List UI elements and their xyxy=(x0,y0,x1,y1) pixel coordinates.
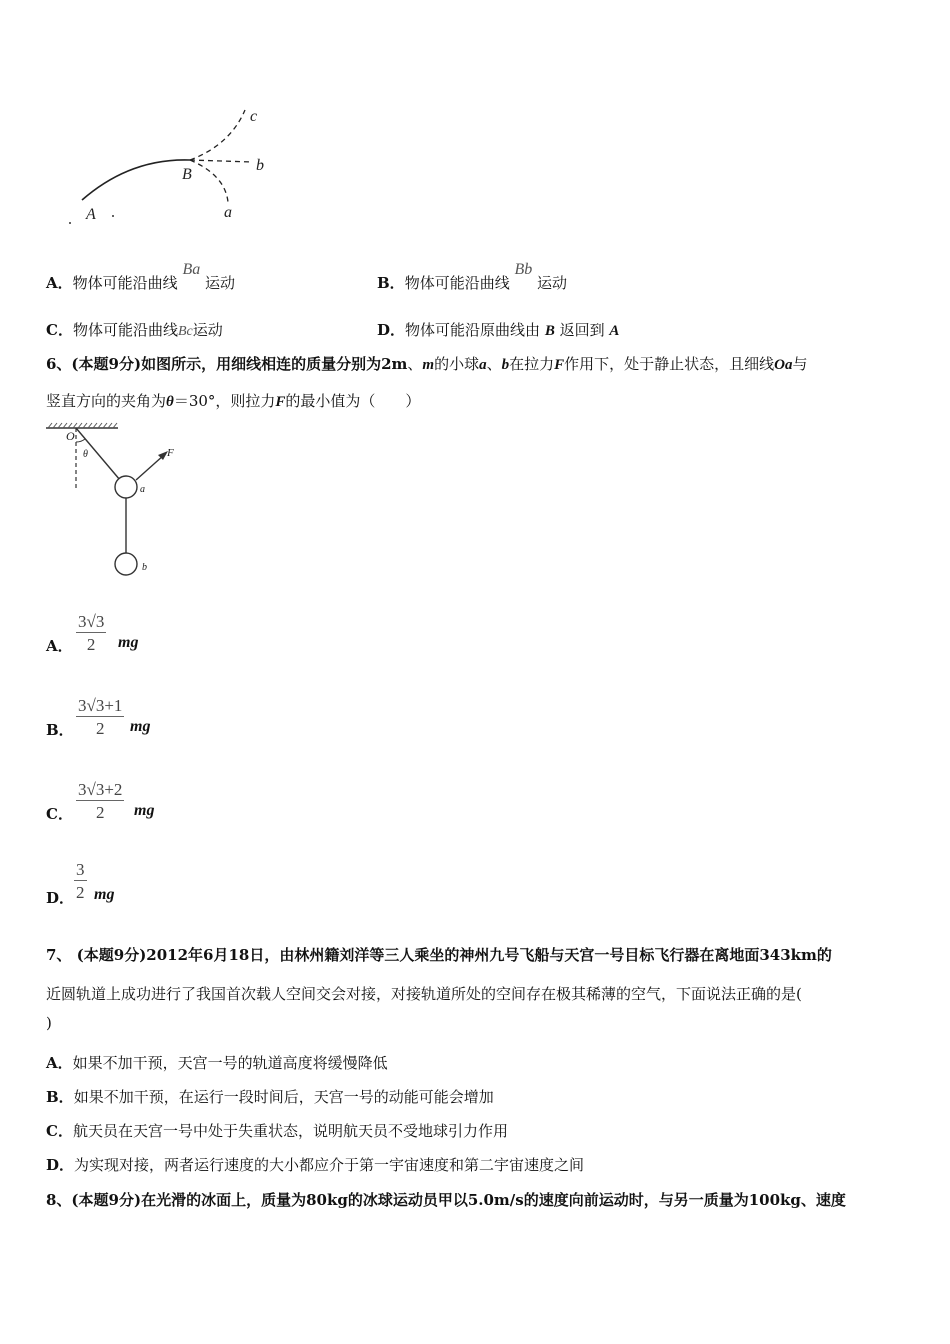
q7-option-b: B．如果不加干预，在运行一段时间后，天宫一号的动能可能会增加 xyxy=(46,1088,494,1106)
svg-text:a: a xyxy=(140,484,145,495)
force-arrow xyxy=(136,455,164,480)
q6-stem-line2: 竖直方向的夹角为θ＝30°，则拉力F的最小值为（ ） xyxy=(46,392,421,410)
q6-option-a: A． $\frac{3√3}{2}$ mg xyxy=(46,612,139,655)
q6-option-b: B． $\frac{3√3+1}{2}$ mg xyxy=(46,696,151,739)
q6-option-c: C． $\frac{3√3+2}{2}$ mg xyxy=(46,780,155,823)
svg-text:F: F xyxy=(167,447,174,459)
dashed-ba xyxy=(190,160,228,202)
curve-ab xyxy=(82,160,190,200)
q5-option-d: D．物体可能沿原曲线由 B 返回到 A xyxy=(377,321,620,339)
ball-b xyxy=(115,553,137,575)
q7-stem-line3: ) xyxy=(46,1014,52,1032)
label-b: b xyxy=(256,157,264,174)
q5-option-a: A．物体可能沿曲线 Ba 运动 xyxy=(46,261,236,292)
svg-text:O: O xyxy=(66,429,75,443)
dashed-bc xyxy=(190,110,245,160)
q7-option-c: C．航天员在天宫一号中处于失重状态，说明航天员不受地球引力作用 xyxy=(46,1122,508,1140)
dashed-bb xyxy=(190,160,252,162)
q6-option-d: D． $\frac{3}{2}$ mg xyxy=(46,860,115,907)
label-c: c xyxy=(250,108,258,125)
q7-stem-line1: 7、 (本题9分)2012年6月18日，由林州籍刘洋等三人乘坐的神州九号飞船与天宫一号目标飞行器在离地面343km的 xyxy=(46,946,832,964)
q7-option-a: A．如果不加干预，天宫一号的轨道高度将缓慢降低 xyxy=(46,1054,388,1072)
ball-a xyxy=(115,476,137,498)
label-a: a xyxy=(224,204,232,221)
label-A: A xyxy=(86,206,96,223)
q6-stem-line1: 6、(本题9分)如图所示，用细线相连的质量分别为2m、m的小球a、b在拉力F作用下，处于静止状态，且细线Oa与 xyxy=(46,355,808,373)
q5-option-c: C．物体可能沿曲线Bc运动 xyxy=(46,321,223,339)
svg-text:θ: θ xyxy=(83,449,88,460)
curve-figure xyxy=(60,100,290,230)
label-B: B xyxy=(182,166,192,183)
q5-option-b: B．物体可能沿曲线 Bb 运动 xyxy=(377,261,568,292)
q7-option-d: D．为实现对接，两者运行速度的大小都应介于第一宇宙速度和第二宇宙速度之间 xyxy=(46,1156,585,1174)
pendulum-figure xyxy=(40,420,190,585)
q8-stem-line1: 8、(本题9分)在光滑的冰面上，质量为80kg的冰球运动员甲以5.0m/s的速度向前运动时，与另一质量为100kg、速度 xyxy=(46,1191,846,1209)
q7-stem-line2: 近圆轨道上成功进行了我国首次载人空间交会对接，对接轨道所处的空间存在极其稀薄的空气，下面说法正确的是( xyxy=(46,985,802,1003)
svg-text:b: b xyxy=(142,562,147,573)
